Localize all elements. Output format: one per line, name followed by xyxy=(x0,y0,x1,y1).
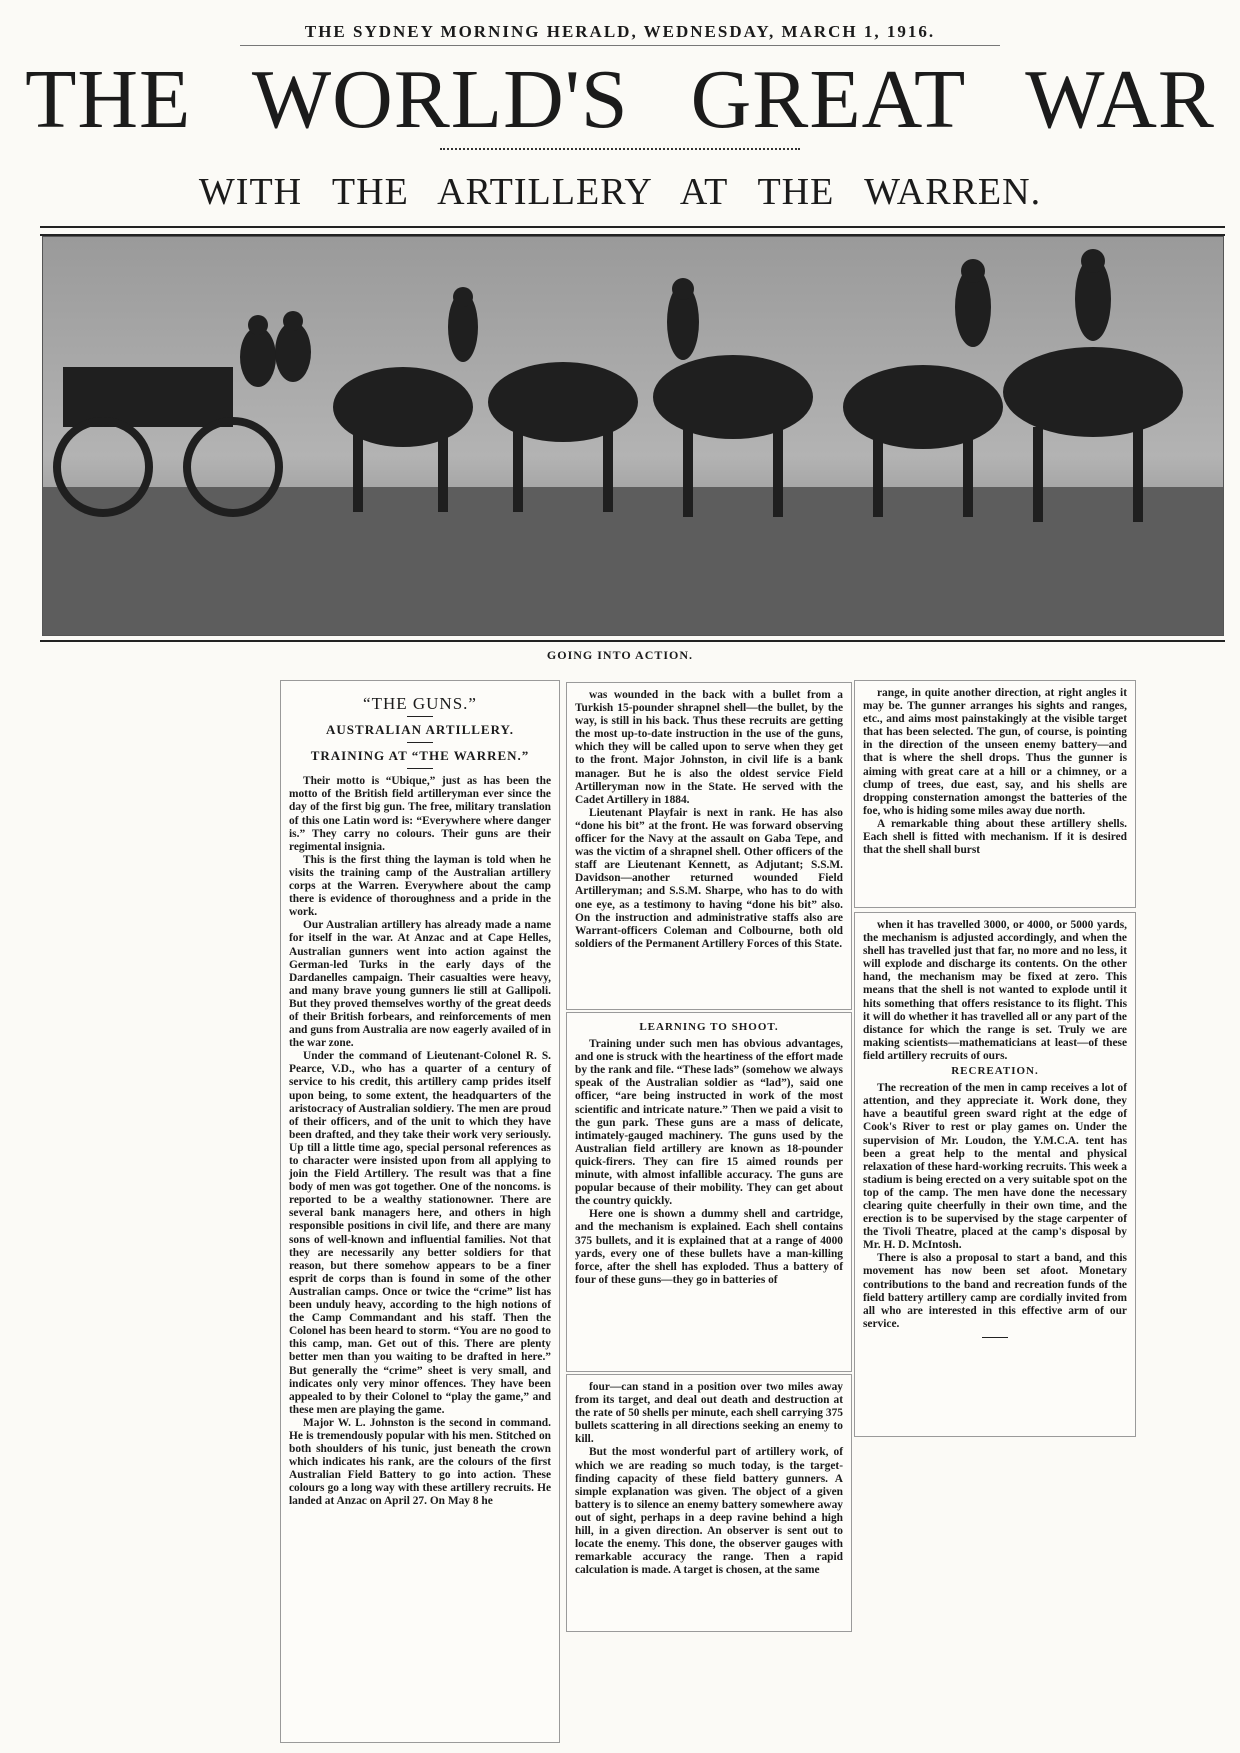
paragraph: was wounded in the back with a bullet from a Turkish 15-pounder shrapnel shell—the bullet, by the way, is still in his back. Thus these recruits are getting the most up-to-date instruction in the use of the guns, which they will be called upon to serve when they get to the front. Major Johnston, in civil life is a bank manager. But he is also the oldest service Field Artilleryman now in the State. He served with the Cadet Artillery in 1884. xyxy=(575,689,843,806)
artillery-photo-illustration xyxy=(43,237,1223,635)
paragraph: This is the first thing the layman is told when he visits the training camp of the Australian artillery corps at the Warren. Everywhere about the camp there is evidence of thoroughness and a pride in the work. xyxy=(289,853,551,919)
headline-ornament-rule xyxy=(440,148,800,150)
paragraph: Lieutenant Playfair is next in rank. He has also “done his bit” at the front. He was forward observing officer for the Navy at the assault on Gaba Tepe, and was the victim of a shrapnel shell. Other officers of the staff are Lieutenant Kennett, as Adjutant; S.S.M. Davidson—another returned wounded Field Artilleryman; and S.S.M. Sharpe, who has to do with one eye, as a testimony to having “done his bit” also. On the instruction and administrative staffs also are Warrant-officers Coleman and Colbourne, both old soldiers of the Permanent Artillery Forces of this State. xyxy=(575,806,843,950)
divider xyxy=(407,768,433,769)
paragraph: There is also a proposal to start a band, and this movement has now been set afoot. Monetary contributions to the band and recreation funds of the field battery artillery camp are cordially invited from all who are interested in this effective arm of our service. xyxy=(863,1252,1127,1330)
article-deck: TRAINING AT “THE WARREN.” xyxy=(310,748,530,764)
paragraph: when it has travelled 3000, or 4000, or 5000 yards, the mechanism is adjusted accordingly, and when the shell has travelled just that far, no more and no less, it will explode and discharge its contents. On the other hand, the mechanism may be fixed at zero. This means that the shell is not wanted to explode until it hits something that offers resistance to its flight. This it will do whether it has travelled all or any part of the distance for which the range is set. Truly we are making scientists—mathematicians at least—of these field artillery recruits of ours. xyxy=(863,919,1127,1062)
masthead: THE SYDNEY MORNING HERALD, WEDNESDAY, MARCH 1, 1916. xyxy=(240,22,1000,46)
paragraph: But the most wonderful part of artillery work, of which we are reading so much today, is the target-finding capacity of these field battery gunners. A simple explanation was given. The object of a given battery is to silence an enemy battery somewhere away out of sight, perhaps in a deep ravine behind a high hill, in a given direction. An observer is sent out to locate the enemy. This done, the observer gauges with remarkable accuracy the range. Then a rapid calculation is made. A target is chosen, at the same xyxy=(575,1446,843,1577)
paragraph: A remarkable thing about these artillery shells. Each shell is fitted with mechanism. If it is desired that the shell shall burst xyxy=(863,817,1127,857)
article-column-3-top xyxy=(854,680,1136,908)
paragraph: four—can stand in a position over two miles away from its target, and deal out death and destruction at the rate of 50 shells per minute, each shell carrying 375 bullets scattering in all directions seeking an enemy to kill. xyxy=(575,1381,843,1446)
paragraph: Under the command of Lieutenant-Colonel R. S. Pearce, V.D., who has a quarter of a century of service to his credit, this artillery camp prides itself upon being, to some extent, the headquarters of the aristocracy of Australian soldiery. The men are proud of their officers, and of the unit to which they have been drafted, and they take their work very seriously. Up till a little time ago, special personal references as to character were insisted upon from all applying to join the Field Artillery. The result was that a fine body of men was got together. One of the noncoms. is reported to be a wealthy stationowner. There are several bank managers here, and others in high responsible positions in civil life, and there are many sons of well-known and influential families. Not that they are necessarily any better soldiers for that reason, but there somehow appears to be a finer esprit de corps than is found in some of the other Australian camps. Once or twice the “crime” list has been unduly heavy, according to the high notions of the Camp Commandant and his staff. Then the Colonel has been heard to storm. “You are no good to this camp, man. Get out of this. There are plenty better men than you waiting to be drafted in here.” But generally the “crime” sheet is very small, and indicates only very minor offences. They have been appealed to by their Colonel to “play the game,” and these men are playing the game. xyxy=(289,1050,551,1416)
double-rule xyxy=(40,226,1225,236)
paragraph: Major W. L. Johnston is the second in command. He is tremendously popular with his men. Stitched on both shoulders of his tunic, just beneath the crown which indicates his rank, are the colours of the first Australian Field Battery to go into action. These colours go a long way with these artillery recruits. He landed at Anzac on April 27. On May 8 he xyxy=(289,1416,551,1508)
article-column-2-top xyxy=(566,682,852,1010)
subheadline: WITH THE ARTILLERY AT THE WARREN. xyxy=(198,171,1042,213)
subheading-learning-to-shoot: LEARNING TO SHOOT. xyxy=(639,1021,779,1033)
paragraph: The recreation of the men in camp receives a lot of attention, and they appreciate it. Work done, they have a beautiful green sward right at the edge of Cook's River to rest or play games on. Under the supervision of Mr. Loudon, the Y.M.C.A. tent has been a great help to the mental and physical relaxation of these hard-working recruits. This week a stadium is being erected on a very suitable spot on the top of the camp. The men have done the necessary clearing quite cheerfully in their own time, and the erection is to be supervised by the stage carpenter of the Tivoli Theatre, placed at the camp's disposal by Mr. H. D. McIntosh. xyxy=(863,1082,1127,1252)
end-rule xyxy=(982,1337,1008,1338)
photo-caption: GOING INTO ACTION. xyxy=(546,648,694,662)
article-column-2-middle xyxy=(566,1012,852,1372)
paragraph: Here one is shown a dummy shell and cartridge, and the mechanism is explained. Each shell contains 375 bullets, and it is explained that at a range of 4000 yards, every one of these bullets have a man-killing force, after the shell has exploded. Thus a battery of four of these guns—they go in batteries of xyxy=(575,1208,843,1286)
divider xyxy=(407,742,433,743)
article-column-2-bottom xyxy=(566,1374,852,1632)
artillery-photo xyxy=(42,236,1224,636)
headline: THE WORLD'S GREAT WAR xyxy=(25,53,1215,146)
divider xyxy=(407,716,433,717)
paragraph: Our Australian artillery has already made a name for itself in the war. At Anzac and at Cape Helles, Australian gunners went into action against the German-led Turks in the early days of the Dardanelles campaign. Their casualties were heavy, and many brave young gunners lie still at Gallipoli. But they proved themselves worthy of the great deeds of their British forbears, and reinforcements of men and guns from Australia are now eagerly availed of in the war zone. xyxy=(289,919,551,1050)
photo-bottom-rule xyxy=(40,640,1225,642)
article-column-3-bottom xyxy=(854,912,1136,1437)
paragraph: Their motto is “Ubique,” just as has been the motto of the British field artilleryman ever since the day of the first big gun. The free, military translation of this one Latin word is: “Everywhere where danger is.” They carry no colours. Their guns are their regimental insignia. xyxy=(289,775,551,853)
paragraph: range, in quite another direction, at right angles it may be. The gunner arranges his sights and ranges, etc., and aims most painstakingly at the visible target that has been selected. The gun, of course, is pointing in the direction of the unseen enemy battery—and that is where the shell drops. Thus the gunner is aiming with great care at a hill or a chimney, or a clump of trees, due east, say, and his shells are dropping consternation amongst the batteries of the foe, who is hiding some miles away due north. xyxy=(863,687,1127,817)
subheading-recreation: RECREATION. xyxy=(951,1065,1039,1078)
paragraph: Training under such men has obvious advantages, and one is struck with the heartiness of the effort made by the rank and file. “These lads” (somehow we always speak of the Australian soldier as “lad”), said one officer, “are being instructed in work of the most scientific and intricate nature.” Then we paid a visit to the gun park. These guns are a mass of delicate, intimately-gauged machinery. The guns used by the Australian field artillery are known as 18-pounder quick-firers. They can fire 15 aimed rounds per minute, with almost infallible accuracy. The guns are popular because of their mobility. They can get about the country quickly. xyxy=(575,1038,843,1208)
article-section: AUSTRALIAN ARTILLERY. xyxy=(326,722,514,738)
article-kicker: “THE GUNS.” xyxy=(363,694,477,713)
article-column-1 xyxy=(280,680,560,1743)
